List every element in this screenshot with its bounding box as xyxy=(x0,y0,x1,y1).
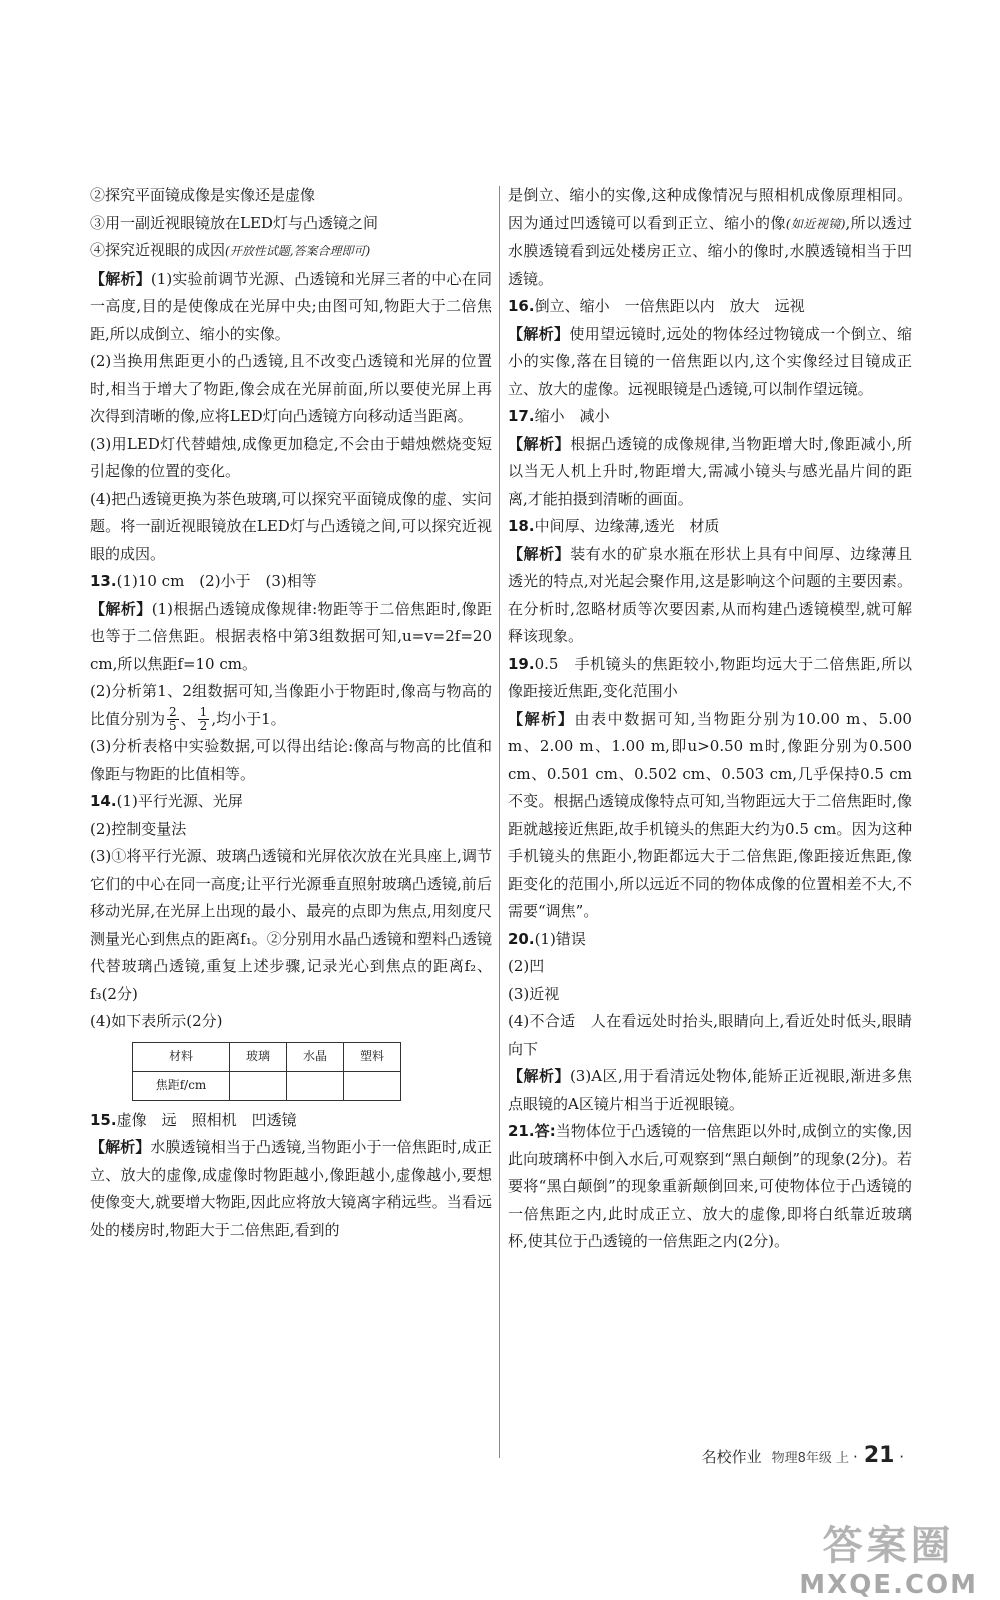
table-cell: 玻璃 xyxy=(230,1042,287,1071)
question-16 xyxy=(508,293,912,321)
analysis-text: (1)实验前调节光源、凸透镜和光屏三者的中心在同一高度,目的是使像成在光屏中央;由图可知,物距大于二倍焦距,所以成倒立、缩小的实像。 xyxy=(90,269,492,343)
answer-text: (4)如下表所示(2分) xyxy=(90,1012,223,1030)
answer-text: (1)错误 xyxy=(534,929,586,948)
analysis-text: (4)把凸透镜更换为茶色玻璃,可以探究平面镜成像的虚、实问题。将一副近视眼镜放在LED灯与凸透镜之间,可以探究近视眼的成因。 xyxy=(90,489,492,563)
answer-tag: 答: xyxy=(534,1122,556,1140)
analysis-text: (1)根据凸透镜成像规律:物距等于二倍焦距时,像距也等于二倍焦距。根据表格中第3组数据可知,u=v=2f=20 cm,所以焦距f=10 cm。 xyxy=(90,599,492,673)
analysis-text: (2)分析第1、2组数据可知,当像距小于物距时,像高与物高的比值分别为 xyxy=(90,682,492,728)
text-line: ④探究近视眼的成因 xyxy=(90,241,226,259)
table-cell xyxy=(287,1071,344,1100)
question-13 xyxy=(90,568,492,596)
fraction-denominator: 5 xyxy=(169,719,177,733)
analysis-text: ,均小于1。 xyxy=(211,709,286,728)
answer-text: (4)不合适 人在看远处时抬头,眼睛向上,看近处时低头,眼睛向下 xyxy=(508,1012,912,1058)
analysis-text: 由表中数据可知,当物距分别为10.00 m、5.00 m、2.00 m、1.00 m,即u>0.50 m时,像距分别为0.500 cm、0.501 cm、0.502 cm、0.503 cm,几乎保持0.5 cm不变。根据凸透镜成像特点可知,当物距远大于二倍焦距时,像距就越接近焦距,故手机镜头的焦距大约为0.5 cm。因为这种手机镜头的焦距小,物距都远大于二倍焦距,像距接近焦距,像距变化的范围小,所以远近不同的物体成像的位置相差不大,不需要“调焦”。 xyxy=(508,709,912,920)
watermark-url: MXQE.COM xyxy=(799,1570,978,1600)
analysis-tag: 【解析】 xyxy=(508,1067,570,1085)
brand-name: 名校作业 xyxy=(701,1448,762,1466)
question-number: 17. xyxy=(508,407,535,425)
analysis-paragraph xyxy=(508,1063,912,1118)
fraction-numerator: 1 xyxy=(199,705,208,719)
table-cell xyxy=(344,1071,401,1100)
analysis-text: (2)当换用焦距更小的凸透镜,且不改变凸透镜和光屏的位置时,相当于增大了物距,像会成在光屏前面,所以要使光屏上再次得到清晰的像,应将LED灯向凸透镜方向移动适当距离。 xyxy=(90,352,492,425)
analysis-text: 水膜透镜相当于凸透镜,当物距小于一倍焦距时,成正立、放大的虚像,成虚像时物距越小,像距越小,虚像越小,要想使像变大,就要增大物距,因此应将放大镜离字稍远些。当看远处的楼房时,物距大于二倍焦距,看到的 xyxy=(90,1138,492,1239)
answer-text: (1)平行光源、光屏 xyxy=(116,792,243,810)
question-17 xyxy=(508,403,912,431)
analysis-paragraph xyxy=(90,266,492,349)
question-number: 13. xyxy=(90,572,117,590)
analysis-text xyxy=(508,182,912,293)
analysis-tag: 【解析】 xyxy=(90,599,152,618)
note: (开放性试题,答案合理即可) xyxy=(225,244,371,258)
analysis-text: 是倒立、缩小的实像,这种成像情况与照相机成像原理相同。因为通过凹透镜可以看到正立、缩小的像 xyxy=(508,186,912,232)
page-number: 21 xyxy=(863,1443,895,1468)
page-footer xyxy=(702,1443,904,1468)
question-20 xyxy=(508,926,912,954)
question-number: 18. xyxy=(508,517,535,535)
answer-text: 0.5 手机镜头的焦距较小,物距均远大于二倍焦距,所以像距接近焦距,变化范围小 xyxy=(508,654,912,700)
text-line: ②探究平面镜成像是实像还是虚像 xyxy=(90,186,316,204)
answer-text: 倒立、缩小 一倍焦距以内 放大 远视 xyxy=(534,297,805,315)
question-number: 21. xyxy=(508,1122,535,1140)
analysis-paragraph xyxy=(508,706,912,926)
table-row xyxy=(133,1042,401,1071)
analysis-tag: 【解析】 xyxy=(508,544,571,563)
answer-text: (3)近视 xyxy=(508,984,560,1003)
answer-text: 缩小 减小 xyxy=(534,407,610,425)
fraction-denominator: 2 xyxy=(199,719,208,733)
column-divider xyxy=(499,186,500,1458)
question-19 xyxy=(508,651,912,706)
analysis-text: ,所以透过水膜透镜看到远处楼房正立、缩小的像时,水膜透镜相当于凹透镜。 xyxy=(508,213,912,288)
separator: 、 xyxy=(180,709,196,728)
analysis-paragraph xyxy=(508,321,912,404)
fraction-numerator: 2 xyxy=(169,705,177,719)
table-cell: 焦距f/cm xyxy=(133,1071,230,1100)
question-number: 20. xyxy=(508,929,535,948)
answer-text: 中间厚、边缘薄,透光 材质 xyxy=(534,517,720,535)
answer-text: (1)10 cm (2)小于 (3)相等 xyxy=(116,572,317,590)
question-number: 15. xyxy=(90,1110,117,1129)
analysis-paragraph xyxy=(508,541,912,651)
answer-text: (3)①将平行光源、玻璃凸透镜和光屏依次放在光具座上,调节它们的中心在同一高度;让平行光源垂直照射玻璃凸透镜,前后移动光屏,在光屏上出现的最小、最亮的点即为焦点,用刻度尺测量光心到焦点的距离f₁。②分别用水晶凸透镜和塑料凸透镜代替玻璃凸透镜,重复上述步骤,记录光心到焦点的距离f₂、f₃(2分) xyxy=(90,847,492,1003)
question-14 xyxy=(90,788,492,816)
question-number: 14. xyxy=(90,792,117,810)
table-row xyxy=(133,1071,401,1100)
left-column xyxy=(90,182,492,1244)
answer-text: 当物体位于凸透镜的一倍焦距以外时,成倒立的实像,因此向玻璃杯中倒入水后,可观察到“黑白颠倒”的现象(2分)。若要将“黑白颠倒”的现象重新颠倒回来,可使物体位于凸透镜的一倍焦距之内,此时成正立、放大的虚像,即将白纸靠近玻璃杯,使其位于凸透镜的一倍焦距之内(2分)。 xyxy=(508,1122,912,1250)
question-18 xyxy=(508,513,912,541)
analysis-tag: 【解析】 xyxy=(508,324,570,343)
analysis-tag: 【解析】 xyxy=(90,269,151,288)
watermark-text: 答案圈 xyxy=(822,1523,955,1569)
table-cell: 塑料 xyxy=(344,1042,401,1071)
question-15 xyxy=(90,1107,492,1135)
analysis-text: (3)用LED灯代替蜡烛,成像更加稳定,不会由于蜡烛燃烧变短引起像的位置的变化。 xyxy=(90,434,492,480)
table-cell: 材料 xyxy=(133,1042,230,1071)
analysis-tag: 【解析】 xyxy=(508,434,571,453)
analysis-tag: 【解析】 xyxy=(508,709,575,728)
analysis-text: (3)A区,用于看清远处物体,能矫正近视眼,渐进多焦点眼镜的A区镜片相当于近视眼镜。 xyxy=(508,1067,912,1113)
question-number: 19. xyxy=(508,654,535,673)
analysis-text: (3)分析表格中实验数据,可以得出结论:像高与物高的比值和像距与物距的比值相等。 xyxy=(90,737,492,783)
watermark xyxy=(799,1514,978,1599)
subject-grade: 物理8年级 上 xyxy=(771,1451,850,1466)
analysis-paragraph xyxy=(508,431,912,514)
fraction xyxy=(167,706,179,733)
dot: · xyxy=(899,1448,904,1466)
analysis-text: 装有水的矿泉水瓶在形状上具有中间厚、边缘薄且透光的特点,对光起会聚作用,这是影响这个问题的主要因素。在分析时,忽略材质等次要因素,从而构建凸透镜模型,就可解释该现象。 xyxy=(508,544,912,645)
note: (如近视镜) xyxy=(785,216,846,231)
table-cell: 水晶 xyxy=(287,1042,344,1071)
question-21 xyxy=(508,1118,912,1256)
answer-text: (2)凹 xyxy=(508,957,545,975)
analysis-tag: 【解析】 xyxy=(90,1138,151,1156)
material-table xyxy=(132,1042,401,1101)
answer-text: 虚像 远 照相机 凹透镜 xyxy=(116,1110,297,1129)
text-line xyxy=(90,237,492,266)
analysis-text: 使用望远镜时,远处的物体经过物镜成一个倒立、缩小的实像,落在目镜的一倍焦距以内,这个实像经过目镜成正立、放大的虚像。远视眼镜是凸透镜,可以制作望远镜。 xyxy=(508,324,912,398)
analysis-paragraph xyxy=(90,596,492,679)
right-column xyxy=(508,182,912,1256)
text-line: ③用一副近视眼镜放在LED灯与凸透镜之间 xyxy=(90,213,378,232)
analysis-text xyxy=(90,678,492,733)
dot: · xyxy=(853,1448,858,1466)
analysis-paragraph xyxy=(90,1134,492,1244)
analysis-text: 根据凸透镜的成像规律,当物距增大时,像距减小,所以当无人机上升时,物距增大,需减小镜头与感光晶片间的距离,才能拍摄到清晰的画面。 xyxy=(508,434,912,508)
table-cell xyxy=(230,1071,287,1100)
fraction xyxy=(198,706,210,733)
question-number: 16. xyxy=(508,297,535,315)
answer-text: (2)控制变量法 xyxy=(90,819,187,838)
